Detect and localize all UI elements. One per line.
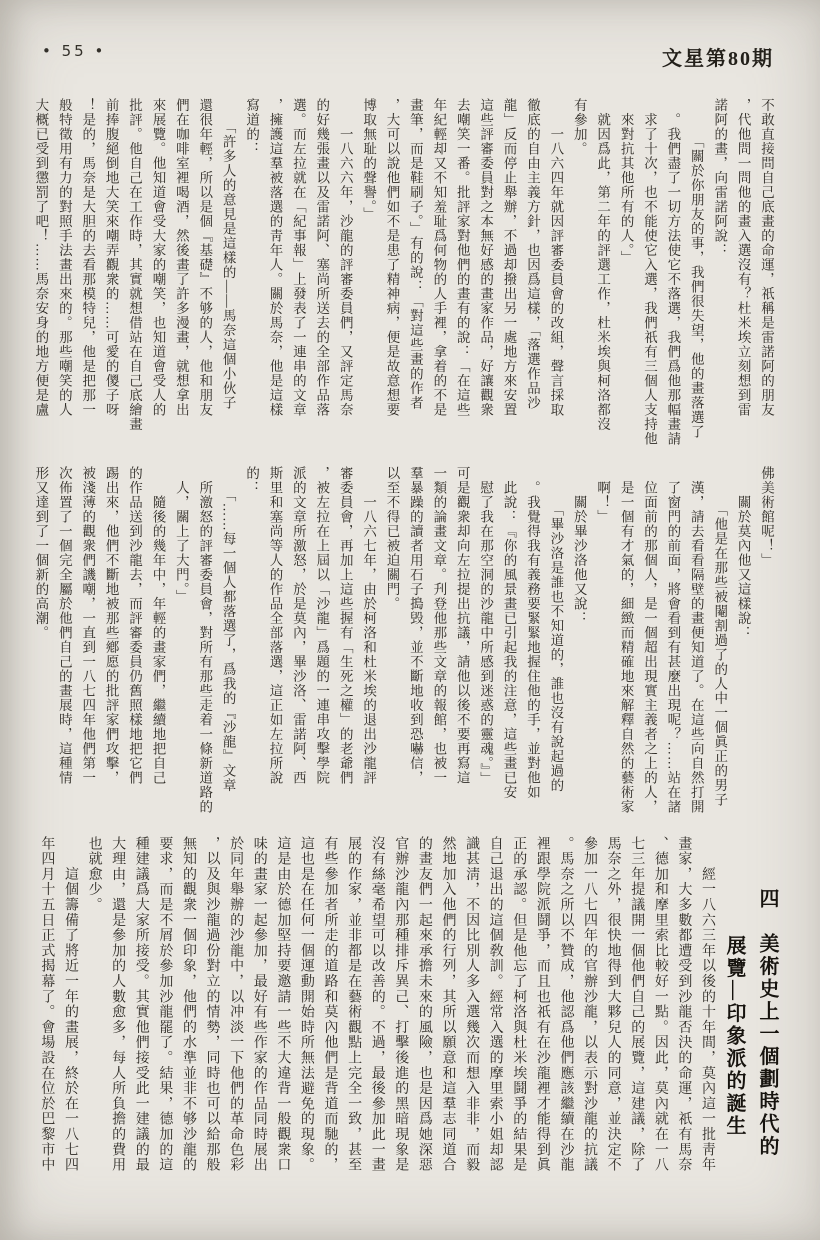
text-column: 的： bbox=[244, 466, 260, 495]
text-column: 以至不得已被迫關門。 bbox=[384, 466, 400, 611]
text-column: 大概已受到懲罰了吧！……馬奈安身的地方便是盧 bbox=[33, 98, 49, 417]
text-column: 還很年輕，所以是個『基礎』不够的人，他和朋友 bbox=[197, 98, 213, 417]
text-column: 七三年提議開一個他們自己的展覽，這建議，除了 bbox=[629, 836, 645, 1173]
text-column: 正的承認。但是他忘了柯洛與杜米埃鬪爭的結果是 bbox=[511, 836, 527, 1173]
text-column: 於同年舉辦的沙龍中，以冲淡一下他們的革命色彩 bbox=[228, 836, 244, 1173]
text-column: 年四月十五日正式揭幕了。會場設在位於巴黎市中 bbox=[39, 836, 55, 1173]
text-column: 批評。他自己在工作時，其實就想借站在自己底繪畫 bbox=[127, 98, 143, 432]
text-column: 隨後的幾年中，年輕的畫家們，繼續地把自己 bbox=[150, 466, 166, 785]
text-column: 這個籌備了將近一年的畫展，終於在一八七四 bbox=[62, 836, 78, 1173]
text-column: 們在咖啡室裡喝酒，然後畫了許多漫畫，就想拿出 bbox=[173, 98, 189, 417]
text-column: 了窗門的前面，將會看到有甚麼出現呢？……站在諸 bbox=[665, 466, 681, 814]
text-column: 識甚淸，不因比別人多入選幾次而想入非非，而毅 bbox=[464, 836, 480, 1173]
text-column: 官辦沙龍內那種排斥異己、打擊後進的黑暗現象是 bbox=[393, 836, 409, 1173]
text-column: 裡跟學院派鬪爭，而且也祇有在沙龍裡才能得到眞 bbox=[534, 836, 550, 1173]
text-column: 自己退出的這個敎訓。經常入選的摩里索小姐却認 bbox=[487, 836, 503, 1173]
text-column: 此說：『你的風景畫已引起我的注意，這些畫已安 bbox=[501, 466, 517, 800]
text-column: 「……每一個人都落選了，爲我的『沙龍』文章 bbox=[220, 466, 236, 793]
text-column: ，以及與沙龍過份對立的情勢，同時也可以給那般 bbox=[204, 836, 220, 1173]
text-column: 這是由於德加堅持要邀請一些不大違背一般觀衆口 bbox=[275, 836, 291, 1173]
text-column: 人，關上了大門。」 bbox=[173, 466, 189, 605]
text-column: 諾阿的畫，向雷諾阿說： bbox=[712, 98, 728, 258]
text-column: ，大可以說他們如不是患了精神病，便是故意想要 bbox=[384, 98, 400, 417]
text-column: 關於莫內他又這樣說： bbox=[735, 466, 751, 640]
text-column: 一八六四年就因評審委員會的改組，聲言採取 bbox=[548, 98, 564, 417]
text-column: 有參加。 bbox=[571, 98, 587, 156]
text-column: 不敢直接問自己底畫的命運，祇稱是雷諾阿的朋友 bbox=[759, 98, 774, 417]
text-column: 次佈置了一個完全屬於他們自己的畫展時，這種情 bbox=[56, 466, 72, 785]
text-column: 踢出來，他們不斷地被那些鄕愿的批評家們攻擊， bbox=[103, 466, 119, 785]
issue-title: 文星第80期 bbox=[662, 48, 774, 70]
text-column: 。我們盡了一切方法使它不落選，我們爲他那幅畫請 bbox=[665, 98, 681, 446]
text-column: 慰了我在那空洞的沙龍中所感到迷惑的靈魂。』」 bbox=[478, 466, 494, 786]
text-column: 也就愈少。 bbox=[86, 836, 102, 913]
text-column: 這也是在任何一個運動開始時所無法避免的現象。 bbox=[298, 836, 314, 1173]
text-column: 求了十次，也不能使它入選，我們祇有三個人支持他 bbox=[641, 98, 657, 446]
text-column: 被淺薄的觀衆們譏嘲，一直到一八七四年他們第一 bbox=[80, 466, 96, 785]
text-column: 經一八六三年以後的十年間，莫內這一批靑年 bbox=[700, 836, 715, 1173]
text-column: 是一個有才氣的，細緻而精確地來解釋自然的藝術家 bbox=[618, 466, 634, 814]
text-column: 「關於你朋友的事，我們很失望，他的畫落選了 bbox=[688, 98, 704, 440]
text-column: 般特徵用有力的對照手法畫出來的。那些嘲笑的人 bbox=[56, 98, 72, 417]
text-column: ，擁護這羣被落選的靑年人。關於馬奈，他是這樣 bbox=[267, 98, 283, 417]
text-column: 的作品送到沙龍去，而評審委員仍舊照樣地把它們 bbox=[127, 466, 143, 785]
text-column: 沒有絲毫希望可以改善的。不過，最後參加此一畫 bbox=[369, 836, 385, 1173]
text-column: 年紀輕却又不知羞耻爲何物的人手裡，拿着的不是 bbox=[431, 98, 447, 417]
text-column: 博取無耻的聲譽。」 bbox=[361, 98, 377, 222]
text-column: 有些參加者所走的道路和莫內他們是背道而馳的， bbox=[322, 836, 338, 1173]
text-column: 無知的觀衆一個印象，他們的水準並非不够沙龍的 bbox=[180, 836, 196, 1173]
text-column: 參加一八七四年的官辦沙龍，以表示對沙龍的抗議 bbox=[582, 836, 598, 1173]
text-column: 一八六六年，沙龍的評審委員們，又評定馬奈 bbox=[337, 98, 353, 417]
page-number: • 55 • bbox=[42, 42, 107, 60]
text-band-bottom bbox=[35, 836, 784, 1181]
text-column: 去嘲笑一番。批評家對他們的畫有的說：「在這些 bbox=[454, 98, 470, 417]
text-column: 大理由，還是參加的人數愈多，每人所負擔的費用 bbox=[110, 836, 126, 1173]
text-column: 徹底的自由主義方針，也因爲這樣，「落選作品沙 bbox=[524, 98, 540, 411]
text-column: 位面前的那個人，是一個超出現實主義者之上的人， bbox=[641, 466, 657, 814]
text-column: 前捧腹絕倒地大笑來嘲弄觀衆的……可愛的儍子呀 bbox=[103, 98, 119, 417]
text-column: 龍」反而停止舉辦，不過却撥出另一處地方來安置 bbox=[501, 98, 517, 417]
text-column: 的好幾張畫以及雷諾阿、塞尚所送去的全部作品落 bbox=[314, 98, 330, 417]
text-column: 派的文章所激怒，於是莫內，畢沙洛、雷諾阿、西 bbox=[290, 466, 306, 785]
text-column: 、德加和摩里索比較好一點。因此，莫內就在一八 bbox=[652, 836, 668, 1173]
text-column: 所激怒的評審委員會，對所有那些走着一條新道路的 bbox=[197, 466, 213, 814]
text-column: 來對抗其他所有的人。」 bbox=[618, 98, 634, 266]
text-column: 畫筆，而是鞋刷子。」有的說：「對這些畫的作者 bbox=[407, 98, 423, 411]
text-column: ！是的，馬奈是大胆的去看那模特兒，他是把那一 bbox=[80, 98, 96, 417]
text-column: 形又達到了一個新的高潮。 bbox=[33, 466, 49, 640]
text-column: 一類的論畫文章。刋登他那些文章的報館，也被一 bbox=[431, 466, 447, 785]
text-column: 要求，而是不屑於參加沙龍罷了。結果，德加的這 bbox=[157, 836, 173, 1173]
text-column: 展的作家，並非都是在藝術觀點上完全一致，甚至 bbox=[346, 836, 362, 1173]
text-column: ，代他問一問他的畫入選沒有？杜米埃立刻想到雷 bbox=[735, 98, 751, 417]
text-column: 這些評審委員對之本無好感的畫家作品，好讓觀衆 bbox=[478, 98, 494, 417]
text-column: 「他是在那些被閹割過了的人中一個眞正的男子 bbox=[712, 466, 728, 808]
text-column: 關於畢沙洛他又說： bbox=[571, 466, 587, 626]
text-column: 的畫友們一起來承擔未來的風險，也是因爲她深惡 bbox=[416, 836, 432, 1173]
text-column: 斯里和塞尚等人的作品全部落選，這正如左拉所說 bbox=[267, 466, 283, 785]
text-column: 「畢沙洛是誰也不知道的，誰也沒有說起過的 bbox=[548, 466, 564, 793]
text-column: 啊！」 bbox=[595, 466, 611, 524]
text-column: 然地加入他們的行列，其所以願意和這羣志同道合 bbox=[440, 836, 456, 1173]
section-number-heading: 四 美術史上一個劃時代的 bbox=[756, 888, 778, 1158]
text-column: 可是觀衆却向左拉提出抗議，請他以後不要再寫這 bbox=[454, 466, 470, 785]
text-column: 羣暴躁的讀者用石子搗毁，並不斷地收到恐嚇信， bbox=[407, 466, 423, 785]
text-column: 選。而左拉就在「紀事報」上發表了一連串的文章 bbox=[290, 98, 306, 417]
text-column: 就因爲此，第二年的評選工作，杜米埃與柯洛都沒 bbox=[595, 98, 611, 432]
text-column: 。馬奈之所以不贊成，他認爲他們應該繼續在沙龍 bbox=[558, 836, 574, 1173]
text-column: 來展覽。他知道會受大家的嘲笑，也知道會受人的 bbox=[150, 98, 166, 417]
text-column: 味的畫家一起參加，最好有些作家的作品同時展出 bbox=[251, 836, 267, 1173]
section-title-heading: 展覽—印象派的誕生 bbox=[723, 935, 745, 1138]
text-band-middle bbox=[29, 466, 778, 828]
text-column: 一八六七年，由於柯洛和杜米埃的退出沙龍評 bbox=[361, 466, 377, 785]
text-column: 審委員會，再加上這些握有「生死之權」的老爺們 bbox=[337, 466, 353, 785]
text-column: ，被左拉在上屆以「沙龍」爲題的一連串攻擊學院 bbox=[314, 466, 330, 785]
text-column: 寫道的： bbox=[244, 98, 260, 156]
text-band-top bbox=[29, 98, 778, 460]
text-column: 馬奈之外，很快地得到大夥兒人的同意，並決定不 bbox=[605, 836, 621, 1173]
text-column: 畫家，大多數都遭受到沙龍否決的命運，祇有馬奈 bbox=[676, 836, 692, 1173]
text-column: 種建議爲大家所接受。其實他們接受此一建議的最 bbox=[133, 836, 149, 1173]
text-column: 佛美術館呢！」 bbox=[759, 466, 774, 568]
text-column: 。我覺得我有義務要緊緊地握住他的手，並對他如 bbox=[524, 466, 540, 800]
text-column: 「許多人的意見是這樣的——馬奈這個小伙子 bbox=[220, 98, 236, 411]
text-column: 漢，請去看看隔壁的畫便知道了。在這些向自然打開 bbox=[688, 466, 704, 814]
